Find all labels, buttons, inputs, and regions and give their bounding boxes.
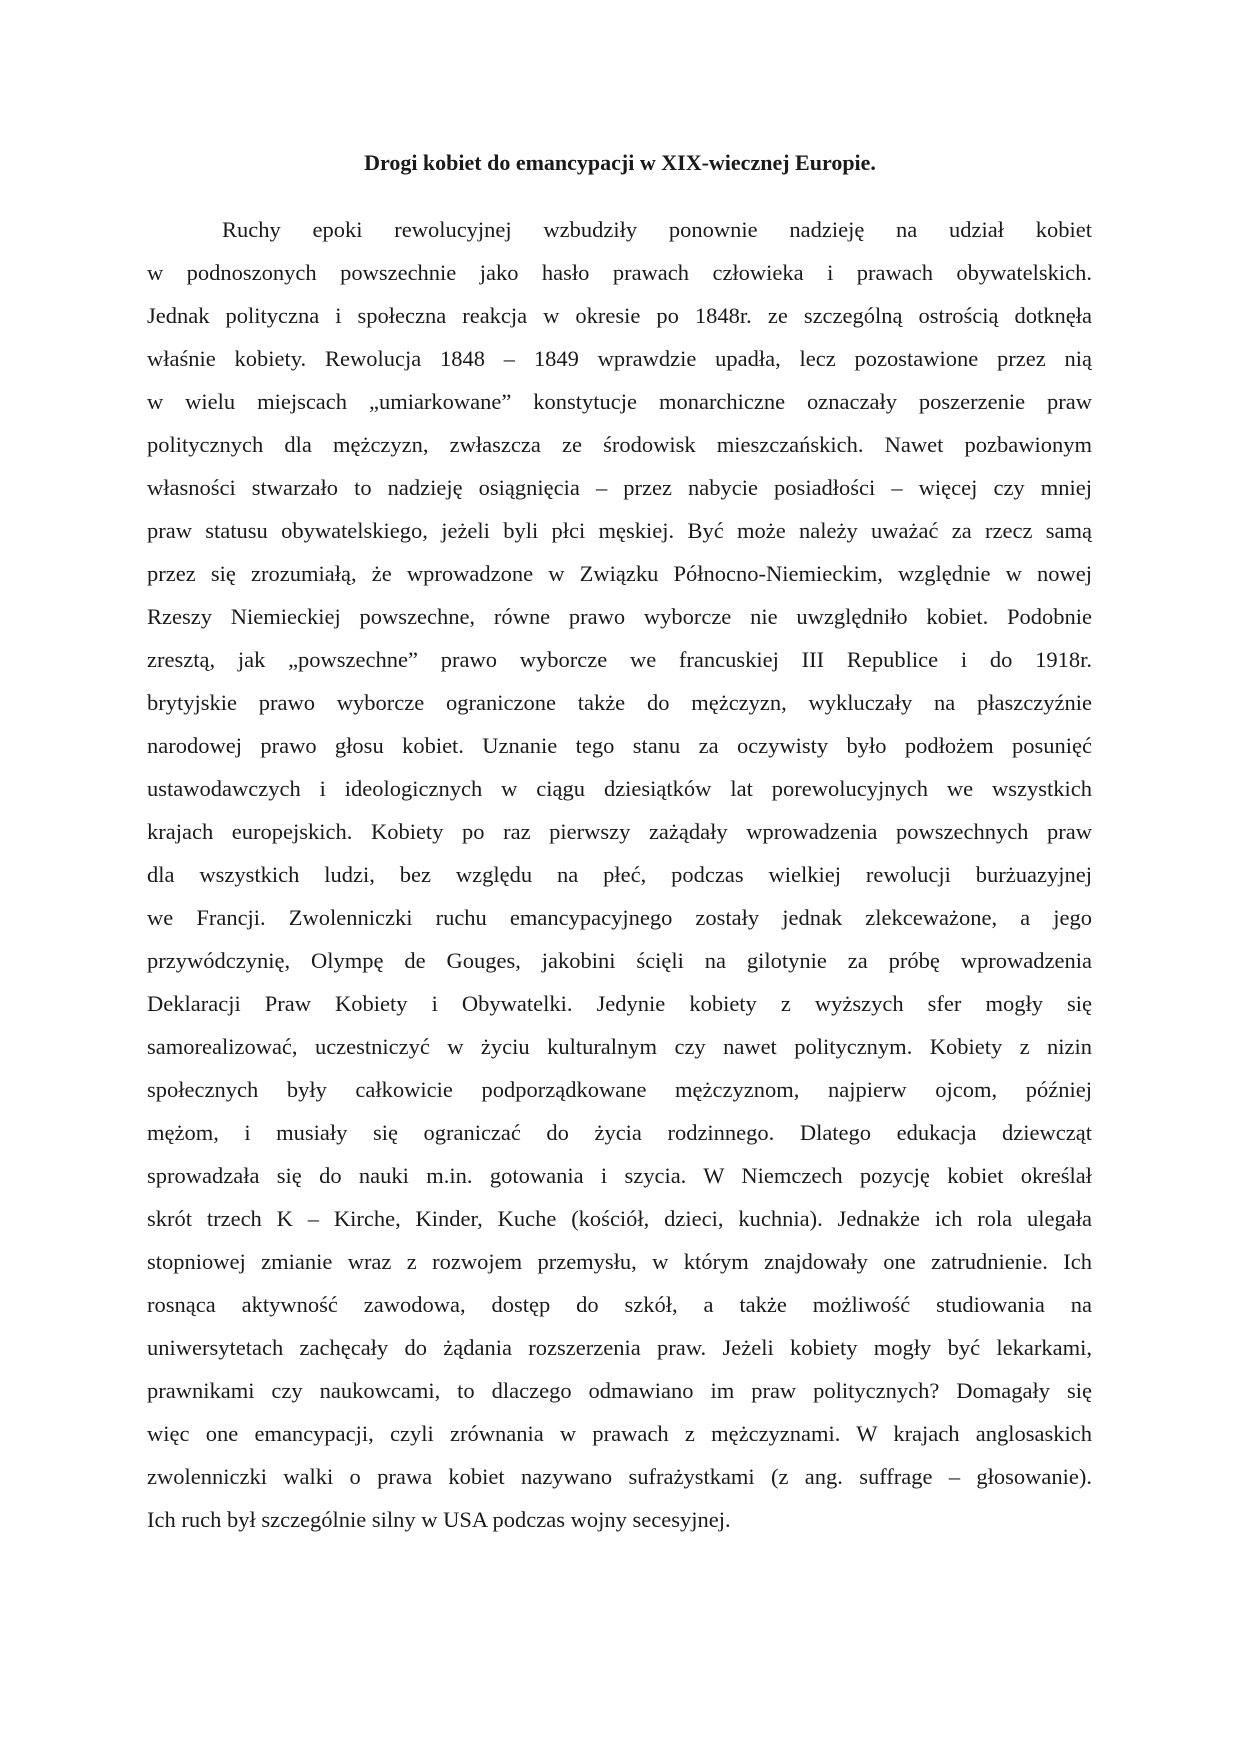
paragraph-line: Ruchy epoki rewolucyjnej wzbudziły ponownie nadzieję na udział kobiet bbox=[222, 217, 1092, 242]
paragraph-line: we Francji. Zwolenniczki ruchu emancypacyjnego zostały jednak zlekceważone, a jego bbox=[147, 905, 1092, 930]
paragraph-line: samorealizować, uczestniczyć w życiu kulturalnym czy nawet politycznym. Kobiety z nizin bbox=[147, 1034, 1092, 1059]
paragraph-line: skrót trzech K – Kirche, Kinder, Kuche (kościół, dzieci, kuchnia). Jednakże ich rola ulegała bbox=[147, 1206, 1092, 1231]
paragraph-line: zresztą, jak „powszechne” prawo wyborcze we francuskiej III Republice i do 1918r. bbox=[147, 647, 1092, 672]
paragraph-line: mężom, i musiały się ograniczać do życia rodzinnego. Dlatego edukacja dziewcząt bbox=[147, 1120, 1092, 1145]
paragraph-line: prawnikami czy naukowcami, to dlaczego odmawiano im praw politycznych? Domagały się bbox=[147, 1378, 1092, 1403]
paragraph-line: Jednak polityczna i społeczna reakcja w okresie po 1848r. ze szczególną ostrością dotknęła bbox=[147, 303, 1092, 328]
paragraph-line: krajach europejskich. Kobiety po raz pierwszy zażądały wprowadzenia powszechnych praw bbox=[147, 819, 1092, 844]
paragraph-line: własności stwarzało to nadzieję osiągnięcia – przez nabycie posiadłości – więcej czy mniej bbox=[147, 475, 1092, 500]
paragraph-line: uniwersytetach zachęcały do żądania rozszerzenia praw. Jeżeli kobiety mogły być lekarkami, bbox=[147, 1335, 1092, 1360]
paragraph-line: dla wszystkich ludzi, bez względu na płeć, podczas wielkiej rewolucji burżuazyjnej bbox=[147, 862, 1092, 887]
paragraph-line: sprowadzała się do nauki m.in. gotowania i szycia. W Niemczech pozycję kobiet określał bbox=[147, 1163, 1092, 1188]
document-title: Drogi kobiet do emancypacji w XIX-wiecznej Europie. bbox=[364, 150, 876, 175]
paragraph-line: przywódczynię, Olympę de Gouges, jakobini ścięli na gilotynie za próbę wprowadzenia bbox=[147, 948, 1092, 973]
paragraph-line: Rzeszy Niemieckiej powszechne, równe prawo wyborcze nie uwzględniło kobiet. Podobnie bbox=[147, 604, 1092, 629]
paragraph-line: Ich ruch był szczególnie silny w USA podczas wojny secesyjnej. bbox=[147, 1507, 731, 1532]
paragraph-line: więc one emancypacji, czyli zrównania w prawach z mężczyznami. W krajach anglosaskich bbox=[147, 1421, 1092, 1446]
paragraph-line: politycznych dla mężczyzn, zwłaszcza ze środowisk mieszczańskich. Nawet pozbawionym bbox=[147, 432, 1092, 457]
paragraph-line: stopniowej zmianie wraz z rozwojem przemysłu, w którym znajdowały one zatrudnienie. Ich bbox=[147, 1249, 1092, 1274]
paragraph-line: społecznych były całkowicie podporządkowane mężczyznom, najpierw ojcom, później bbox=[147, 1077, 1092, 1102]
body-paragraph bbox=[147, 208, 1092, 1541]
paragraph-line: Deklaracji Praw Kobiety i Obywatelki. Jedynie kobiety z wyższych sfer mogły się bbox=[147, 991, 1092, 1016]
paragraph-line: w podnoszonych powszechnie jako hasło prawach człowieka i prawach obywatelskich. bbox=[147, 260, 1092, 285]
paragraph-line: praw statusu obywatelskiego, jeżeli byli płci męskiej. Być może należy uważać za rzecz samą bbox=[147, 518, 1092, 543]
paragraph-line: w wielu miejscach „umiarkowane” konstytucje monarchiczne oznaczały poszerzenie praw bbox=[147, 389, 1092, 414]
paragraph-line: właśnie kobiety. Rewolucja 1848 – 1849 wprawdzie upadła, lecz pozostawione przez nią bbox=[147, 346, 1092, 371]
paragraph-line: narodowej prawo głosu kobiet. Uznanie tego stanu za oczywisty było podłożem posunięć bbox=[147, 733, 1092, 758]
paragraph-line: brytyjskie prawo wyborcze ograniczone także do mężczyzn, wykluczały na płaszczyźnie bbox=[147, 690, 1092, 715]
paragraph-line: rosnąca aktywność zawodowa, dostęp do szkół, a także możliwość studiowania na bbox=[147, 1292, 1092, 1317]
paragraph-line: zwolenniczki walki o prawa kobiet nazywano sufrażystkami (z ang. suffrage – głosowanie). bbox=[147, 1464, 1092, 1489]
paragraph-line: przez się zrozumiałą, że wprowadzone w Związku Północno-Niemieckim, względnie w nowej bbox=[147, 561, 1092, 586]
paragraph-line: ustawodawczych i ideologicznych w ciągu dziesiątków lat porewolucyjnych we wszystkich bbox=[147, 776, 1092, 801]
